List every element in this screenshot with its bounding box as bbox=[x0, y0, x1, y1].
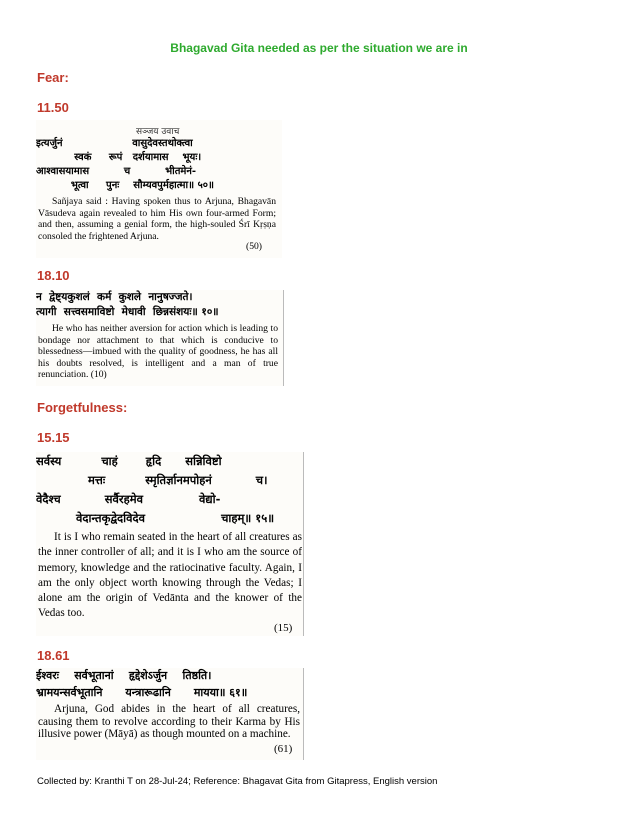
english-translation: Sañjaya said : Having spoken thus to Arjuna, Bhagavān Vāsudeva again revealed to him His own four-armed Form; and then, assuming a genial form, the high-souled Śrī Kṛṣṇa consoled the frightened Arjuna. bbox=[38, 196, 276, 242]
sanskrit-line: भ्रामयन्सर्वभूतानि यन्त्रारूढानि मायया॥ ६१॥ bbox=[36, 686, 248, 699]
verse-number-18-61: 18.61 bbox=[37, 648, 70, 663]
section-heading-fear: Fear: bbox=[37, 70, 69, 85]
sanskrit-line: त्यागी सत्त्वसमाविष्टो मेधावी छिन्नसंशयः॥ १०॥ bbox=[36, 306, 219, 318]
sanskrit-line: इत्यर्जुनं वासुदेवस्तथोक्त्वा bbox=[36, 138, 193, 149]
sanskrit-line: सर्वस्य चाहं हृदि सन्निविष्टो bbox=[36, 454, 222, 468]
english-translation: Arjuna, God abides in the heart of all creatures, causing them to revolve according to their Karma by His illusive power (Māyā) as though mounted on a machine. bbox=[38, 703, 300, 741]
scan-edge bbox=[303, 668, 304, 760]
section-heading-forgetfulness: Forgetfulness: bbox=[37, 400, 128, 415]
footer-note: Collected by: Kranthi T on 28-Jul-24; Reference: Bhagavat Gita from Gitapress, English version bbox=[37, 776, 438, 787]
verse-ref: (10) bbox=[90, 369, 107, 380]
sanskrit-line: न द्वेष्ट्यकुशलं कर्म कुशले नानुषज्जते। bbox=[36, 291, 193, 303]
verse-number-11-50: 11.50 bbox=[37, 100, 69, 115]
page-title: Bhagavad Gita needed as per the situation we are in bbox=[170, 41, 468, 55]
english-translation: It is I who remain seated in the heart of all creatures as the inner controller of all; and it is I who am the source of memory, knowledge and the ratiocinative faculty. Again, I am the only object worth knowing through the Vedas; I alone am the origin of Vedānta and the knower of the Vedas too. bbox=[38, 531, 302, 620]
sanskrit-line: वेदान्तकृद्वेदविदेव चाहम्॥ १५॥ bbox=[36, 511, 275, 525]
sanskrit-line: ईश्वरः सर्वभूतानां हृद्देशेऽर्जुन तिष्ठति। bbox=[36, 669, 212, 682]
verse-scan-11-50 bbox=[36, 120, 282, 258]
sanskrit-line: वेदैश्च सर्वैरहमेव वेद्यो- bbox=[36, 492, 221, 506]
verse-number-18-10: 18.10 bbox=[37, 268, 70, 283]
english-translation bbox=[38, 323, 278, 381]
sanskrit-line: आश्वासयामास च भीतमेनं- bbox=[36, 166, 197, 177]
sanskrit-line: स्वकं रूपं दर्शयामास भूयः। bbox=[36, 152, 202, 163]
verse-ref: (50) bbox=[246, 241, 262, 252]
verse-scan-18-61 bbox=[36, 668, 304, 760]
scan-edge bbox=[303, 452, 304, 636]
verse-speaker-header: सञ्जय उवाच bbox=[136, 127, 180, 137]
english-translation-text: He who has neither aversion for action which is leading to bondage nor attachment to that which is conducive to blessedness—imbued with the quality of goodness, he has all his doubts resolved, is intelligent and a man of true renunciation. bbox=[38, 323, 278, 380]
sanskrit-line: भूत्वा पुनः सौम्यवपुर्महात्मा॥ ५०॥ bbox=[36, 180, 214, 191]
verse-scan-18-10 bbox=[36, 290, 284, 386]
verse-ref: (61) bbox=[274, 743, 293, 755]
verse-scan-15-15 bbox=[36, 452, 304, 636]
scan-edge bbox=[283, 290, 284, 386]
verse-number-15-15: 15.15 bbox=[37, 430, 70, 445]
sanskrit-line: मत्तः स्मृतिर्ज्ञानमपोहनं च। bbox=[36, 473, 268, 487]
verse-ref: (15) bbox=[274, 622, 293, 634]
